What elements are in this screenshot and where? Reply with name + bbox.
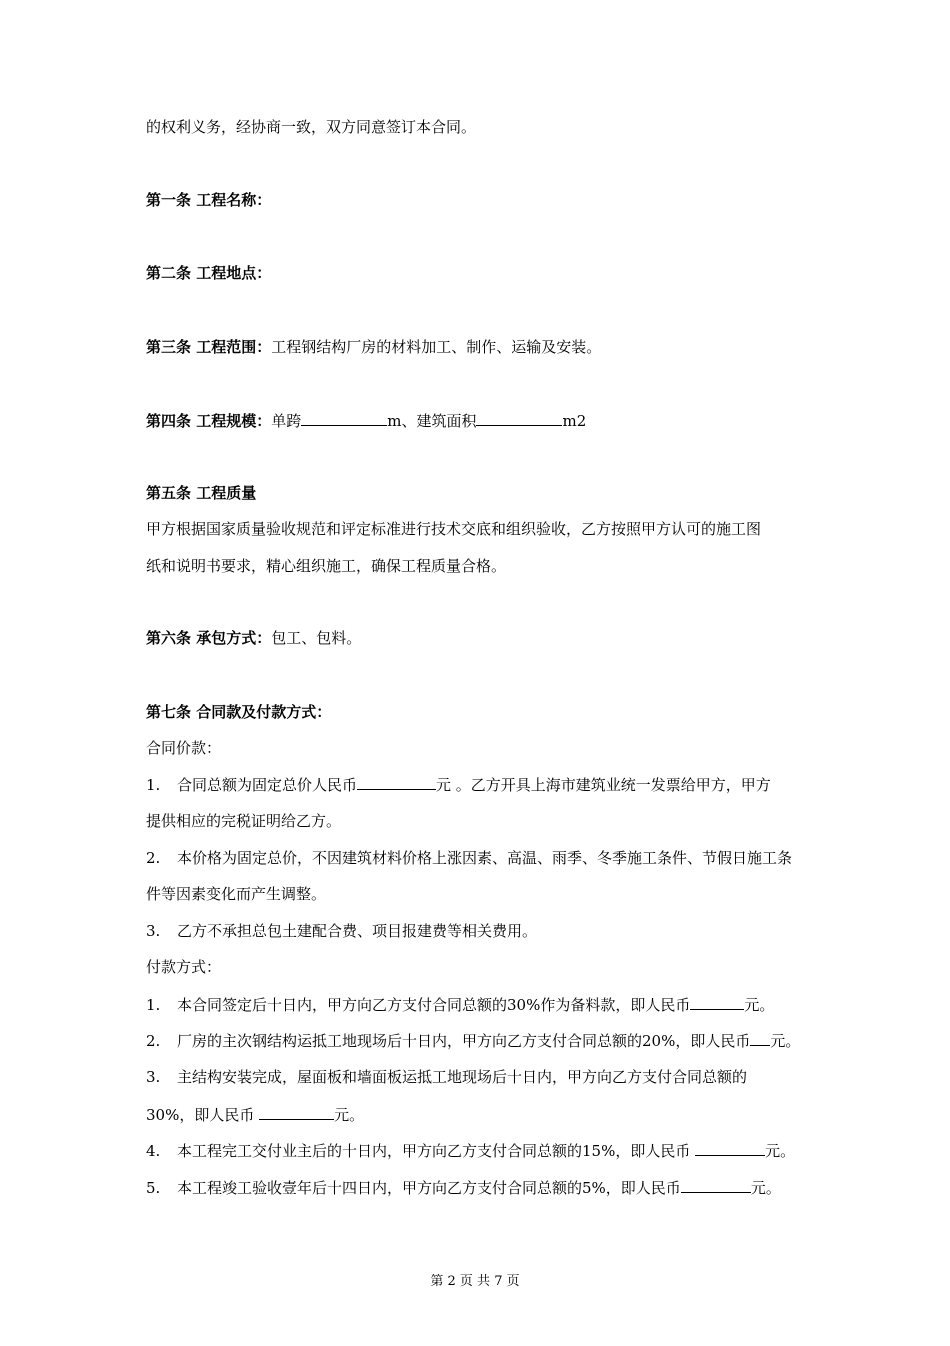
intro-tail: 的权利义务，经协商一致，双方同意签订本合同。 [146,118,477,136]
pay-item-text: 主结构安装完成，屋面板和墙面板运抵工地现场后十日内，甲方向乙方支付合同总额的 [177,1068,748,1086]
article-5-line2: 纸和说明书要求，精心组织施工，确保工程质量合格。 [146,557,507,575]
pay-item-text: 元。 [770,1032,801,1050]
article-2-heading: 第二条 工程地点： [146,264,272,282]
article-3 [146,337,818,357]
pay-item-text: 本工程完工交付业主后的十日内，甲方向乙方支付合同总额的15%，即人民币 [177,1142,696,1160]
pay-heading: 付款方式： [146,958,222,976]
pay-item-text: 元。 [750,1179,781,1197]
span-blank [301,410,387,426]
pay-item-3-cont [146,1104,818,1125]
pay-item-text: 元。 [744,996,775,1014]
article-4-heading: 第四条 工程规模： [146,412,272,430]
area-blank [476,410,562,426]
price-item-1 [146,774,818,795]
list-number: 3. [146,1068,161,1086]
list-number: 2. [146,1032,161,1050]
article-1-heading: 第一条 工程名称： [146,191,272,209]
price-item-text: 元 。乙方开具上海市建筑业统一发票给甲方，甲方 [436,776,771,794]
article-7-heading: 第七条 合同款及付款方式： [146,703,332,721]
article-3-text: 工程钢结构厂房的材料加工、制作、运输及安装。 [271,338,602,356]
amount-blank [690,994,744,1010]
pay-item-text: 元。 [765,1142,796,1160]
pay-item-text: 30%，即人民币 [146,1106,260,1124]
price-item-3 [146,921,818,941]
list-number: 1. [146,776,161,794]
price-item-text: 合同总额为固定总价人民币 [177,776,358,794]
article-5-heading: 第五条 工程质量 [146,484,257,502]
price-item-text: 乙方不承担总包土建配合费、项目报建费等相关费用。 [177,922,538,940]
price-item-2 [146,848,818,868]
price-item-text: 本价格为固定总价，不因建筑材料价格上涨因素、高温、雨季、冬季施工条件、节假日施工条 [177,849,793,867]
article-6-heading: 第六条 承包方式： [146,629,272,647]
pay-item-text: 本工程竣工验收壹年后十四日内，甲方向乙方支付合同总额的5%，即人民币 [177,1179,681,1197]
list-number: 4. [146,1142,161,1160]
pay-item-4 [146,1140,818,1161]
article-5-line1: 甲方根据国家质量验收规范和评定标准进行技术交底和组织验收，乙方按照甲方认可的施工图 [146,520,762,538]
amount-blank [695,1140,765,1156]
article-4-area-unit: m2 [562,412,587,430]
pay-item-3 [146,1067,818,1087]
article-6 [146,628,818,648]
article-6-text: 包工、包料。 [271,629,362,647]
pay-item-text: 厂房的主次钢结构运抵工地现场后十日内，甲方向乙方支付合同总额的20%，即人民币 [177,1032,751,1050]
list-number: 2. [146,849,161,867]
price-item-1-cont: 提供相应的完税证明给乙方。 [146,812,342,830]
pay-item-2 [146,1030,818,1051]
article-3-heading: 第三条 工程范围： [146,338,272,356]
pay-item-5 [146,1177,818,1198]
price-heading: 合同价款： [146,739,222,757]
list-number: 3. [146,922,161,940]
list-number: 5. [146,1179,161,1197]
page-footer: 第 2 页 共 7 页 [430,1274,520,1289]
total-amount-blank [357,774,436,790]
amount-blank [259,1104,334,1120]
pay-item-1 [146,994,818,1015]
pay-item-text: 本合同签定后十日内，甲方向乙方支付合同总额的30%作为备料款，即人民币 [177,996,691,1014]
pay-item-text: 元。 [334,1106,365,1124]
amount-blank [750,1030,770,1046]
article-4 [146,410,818,431]
list-number: 1. [146,996,161,1014]
article-4-span-unit: m、建筑面积 [387,412,477,430]
price-item-2-cont: 件等因素变化而产生调整。 [146,885,327,903]
amount-blank [681,1177,751,1193]
article-4-span-label: 单跨 [271,412,302,430]
